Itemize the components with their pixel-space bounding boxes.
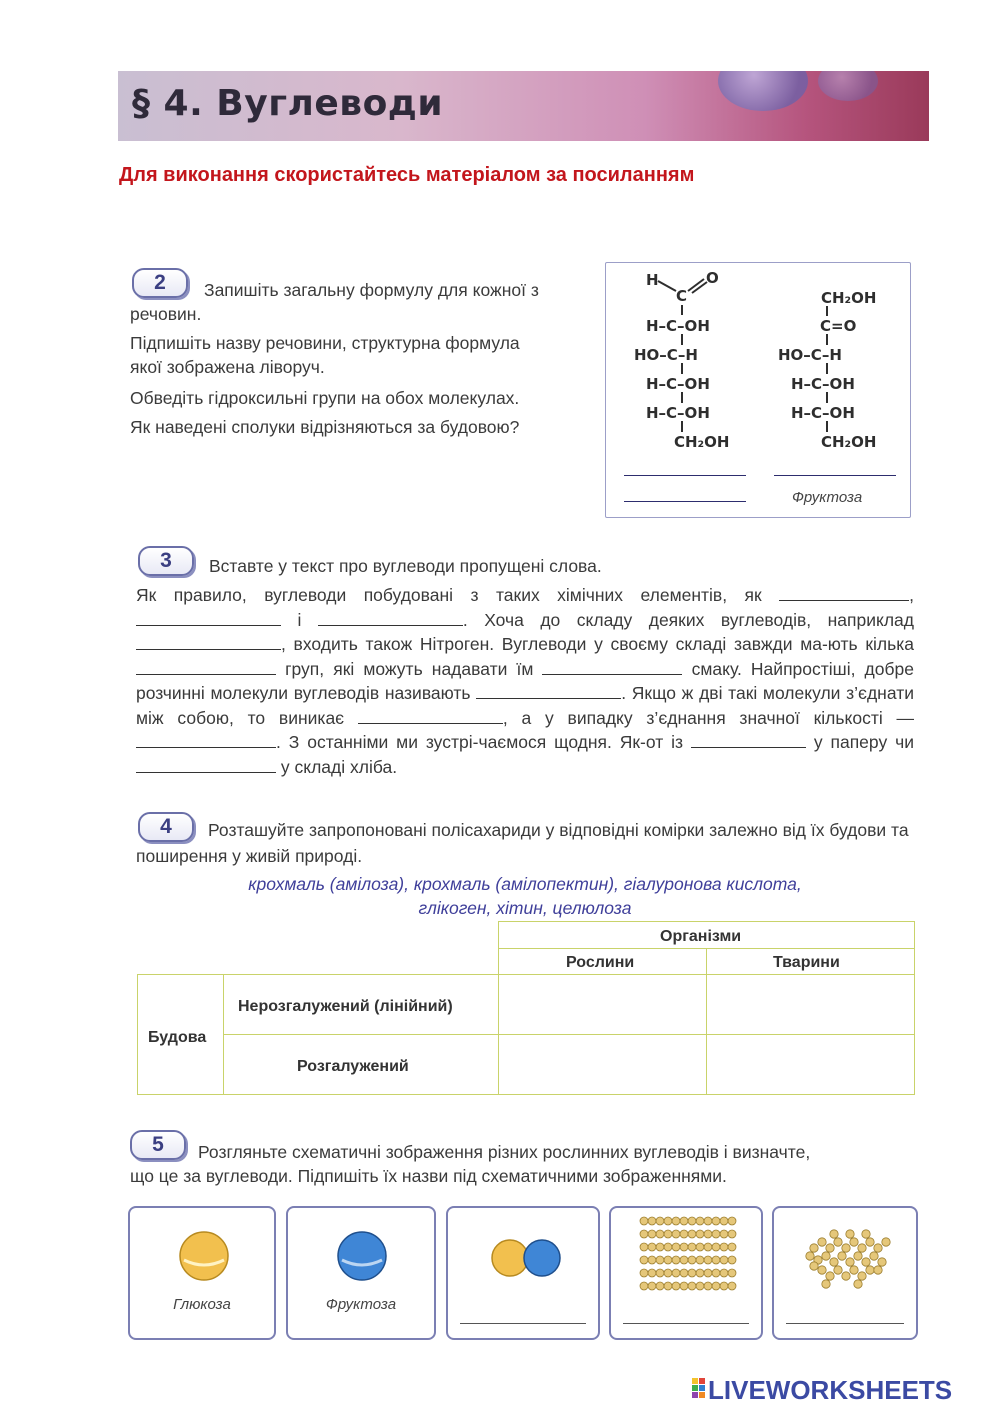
- monomer-bead: [640, 1217, 648, 1225]
- branched-label: Розгалужений: [297, 1058, 409, 1075]
- monomer-bead: [850, 1238, 858, 1246]
- carb-card-branched: [772, 1206, 918, 1340]
- monomer-bead: [688, 1230, 696, 1238]
- monomer-bead: [818, 1266, 826, 1274]
- formula-row: HO–C–H: [778, 346, 842, 364]
- monomer-bead: [810, 1262, 818, 1270]
- task-2-line: Обведіть гідроксильні групи на обох молекулах.: [130, 388, 520, 408]
- blank-field[interactable]: [318, 610, 463, 626]
- blank-field[interactable]: [779, 585, 909, 601]
- answer-cell-linear-plants[interactable]: [498, 974, 707, 1035]
- monomer-bead: [656, 1230, 664, 1238]
- answer-line[interactable]: [624, 501, 746, 502]
- monomer-bead: [704, 1243, 712, 1251]
- plants-label: Рослини: [566, 954, 635, 971]
- card-label: Фруктоза: [325, 1296, 397, 1313]
- formula-atom: O: [706, 269, 719, 287]
- monomer-bead: [656, 1282, 664, 1290]
- carb-card-glucose: [128, 1206, 276, 1340]
- monomer-bead: [656, 1217, 664, 1225]
- text-segment: груп, які можуть надавати їм: [285, 658, 534, 679]
- monomer-bead: [696, 1243, 704, 1251]
- monomer-bead: [850, 1266, 858, 1274]
- blank-field[interactable]: [691, 732, 806, 748]
- glucose-icon: [130, 1208, 278, 1298]
- monomer-bead: [826, 1272, 834, 1280]
- answer-cell-branched-animals[interactable]: [706, 1034, 915, 1095]
- formula-atom: C: [676, 287, 688, 305]
- monomer-bead: [822, 1280, 830, 1288]
- monomer-bead: [696, 1282, 704, 1290]
- monomer-bead: [688, 1217, 696, 1225]
- monomer-bead: [648, 1256, 656, 1264]
- task-2-line: якої зображена ліворуч.: [130, 357, 325, 377]
- answer-cell-linear-animals[interactable]: [706, 974, 915, 1035]
- answer-cell-branched-plants[interactable]: [498, 1034, 707, 1095]
- task-2-line: Як наведені сполуки відрізняються за будовою?: [130, 417, 520, 437]
- linear-chain-icon: [611, 1208, 765, 1303]
- monomer-bead: [704, 1282, 712, 1290]
- card-label: Глюкоза: [173, 1296, 231, 1313]
- task-3-paragraph: [136, 583, 914, 779]
- monomer-bead: [720, 1243, 728, 1251]
- monomer-bead: [806, 1252, 814, 1260]
- monomer-bead: [704, 1256, 712, 1264]
- monomer-bead: [664, 1217, 672, 1225]
- formula-row: H–C–OH: [646, 375, 710, 393]
- monomer-bead: [648, 1269, 656, 1277]
- monomer-bead: [672, 1217, 680, 1225]
- monomer-bead: [704, 1269, 712, 1277]
- monomer-bead: [664, 1269, 672, 1277]
- formula-drawing: [606, 263, 912, 519]
- monomer-bead: [822, 1252, 830, 1260]
- logo-text: LIVEWORKSHEETS: [708, 1375, 953, 1405]
- task-2-line: Підпишіть назву речовини, структурна формула: [130, 333, 520, 353]
- polysaccharide-list: [140, 872, 910, 920]
- formula-row: H–C–OH: [646, 404, 710, 422]
- organisms-label: Організми: [660, 928, 742, 945]
- monomer-bead: [672, 1269, 680, 1277]
- fructose-icon: [288, 1208, 438, 1298]
- answer-line[interactable]: [460, 1323, 586, 1324]
- monomer-bead: [846, 1230, 854, 1238]
- monomer-bead: [696, 1269, 704, 1277]
- task-2-line: Запишіть загальну формулу для кожної з: [204, 280, 539, 300]
- blank-field[interactable]: [136, 659, 276, 675]
- monomer-bead: [664, 1230, 672, 1238]
- monomer-bead: [834, 1266, 842, 1274]
- list-line: крохмаль (амілоза), крохмаль (амілопектин), гіалуронова кислота,: [248, 874, 802, 894]
- formula-row: HO–C–H: [634, 346, 698, 364]
- answer-line[interactable]: [774, 475, 896, 476]
- formula-row: H–C–OH: [646, 317, 710, 335]
- formula-row: CH₂OH: [821, 433, 877, 451]
- chapter-header: [118, 71, 929, 141]
- blank-field[interactable]: [136, 757, 276, 773]
- structure-label: Будова: [148, 1029, 207, 1046]
- monomer-bead: [648, 1230, 656, 1238]
- text-segment: . Якщо ж дві такі молекули з’єднати між собою, то виникає: [136, 683, 914, 728]
- blank-field[interactable]: [136, 610, 281, 626]
- formula-row: CH₂OH: [821, 289, 877, 307]
- monomer-bead: [720, 1256, 728, 1264]
- monomer-bead: [862, 1258, 870, 1266]
- monomer-bead: [720, 1217, 728, 1225]
- disaccharide-icon: [448, 1208, 602, 1298]
- monomer-bead: [680, 1282, 688, 1290]
- monomer-bead: [680, 1269, 688, 1277]
- blank-field[interactable]: [136, 634, 281, 650]
- task-4-heading: Розташуйте запропоновані полісахариди у відповідні комірки залежно від їх будови та поширення у живій природі.: [136, 820, 909, 866]
- monomer-bead: [720, 1269, 728, 1277]
- monomer-bead: [870, 1252, 878, 1260]
- task-5-heading-line: Розгляньте схематичні зображення різних рослинних вуглеводів і визначте,: [198, 1142, 811, 1162]
- text-segment: у складі хліба.: [280, 756, 398, 777]
- text-segment: , входить також Нітроген. Вуглеводи у своєму складі завжди ма-ють кілька: [281, 634, 914, 654]
- monomer-bead: [704, 1230, 712, 1238]
- monomer-bead: [640, 1269, 648, 1277]
- monomer-bead: [640, 1256, 648, 1264]
- monomer-bead: [664, 1256, 672, 1264]
- blank-field[interactable]: [358, 708, 503, 724]
- monomer-bead: [878, 1258, 886, 1266]
- text-segment: у паперу чи: [813, 732, 914, 752]
- monomer-bead: [728, 1269, 736, 1277]
- carb-card-disaccharide: [446, 1206, 600, 1340]
- text-segment: ,: [909, 585, 914, 605]
- text-segment: Як правило, вуглеводи побудовані з таких хімічних елементів, як: [136, 585, 762, 605]
- monomer-bead: [688, 1243, 696, 1251]
- monomer-bead: [854, 1280, 862, 1288]
- monomer-bead: [696, 1256, 704, 1264]
- blank-field[interactable]: [476, 683, 621, 699]
- monomer-bead: [664, 1243, 672, 1251]
- monomer-bead: [834, 1238, 842, 1246]
- blank-field[interactable]: [542, 659, 682, 675]
- branched-chain-icon: [774, 1208, 920, 1303]
- monomer-bead: [712, 1243, 720, 1251]
- monomer-bead: [672, 1243, 680, 1251]
- monomer-bead: [810, 1244, 818, 1252]
- monomer-bead: [712, 1282, 720, 1290]
- formula-row: H–C–OH: [791, 375, 855, 393]
- task-2-line: речовин.: [130, 304, 202, 324]
- text-segment: . Хоча до складу деяких вуглеводів, наприклад: [462, 609, 914, 630]
- monomer-bead: [688, 1269, 696, 1277]
- monomer-bead: [866, 1238, 874, 1246]
- monomer-bead: [664, 1282, 672, 1290]
- monomer-bead: [680, 1230, 688, 1238]
- answer-line[interactable]: [786, 1323, 904, 1324]
- chapter-title: § 4. Вуглеводи: [132, 83, 444, 124]
- decorative-molecule: [818, 71, 878, 101]
- monomer-bead: [720, 1282, 728, 1290]
- logo-icon: [692, 1375, 706, 1401]
- decorative-molecule: [718, 71, 808, 111]
- monomer-bead: [838, 1252, 846, 1260]
- monomer-bead: [842, 1244, 850, 1252]
- monomer-bead: [648, 1243, 656, 1251]
- monomer-bead: [704, 1217, 712, 1225]
- text-segment: смаку. Найпростіші, добре розчинні молекули вуглеводів називають: [136, 658, 914, 703]
- answer-line[interactable]: [623, 1323, 749, 1324]
- monomer-bead: [882, 1238, 890, 1246]
- monomer-bead: [712, 1230, 720, 1238]
- monomer-bead: [728, 1282, 736, 1290]
- task-5-heading-line: що це за вуглеводи. Підпишіть їх назви під схематичними зображеннями.: [130, 1166, 727, 1186]
- formula-row: CH₂OH: [674, 433, 730, 451]
- monomer-bead: [842, 1272, 850, 1280]
- monomer-bead: [826, 1244, 834, 1252]
- task-3-badge: 3: [138, 546, 194, 576]
- monomer-bead: [680, 1256, 688, 1264]
- liveworksheets-logo: [692, 1375, 952, 1406]
- monomer-bead: [696, 1230, 704, 1238]
- monomer-bead: [854, 1252, 862, 1260]
- monomer-bead: [728, 1243, 736, 1251]
- monomer-bead: [712, 1217, 720, 1225]
- monomer-bead: [640, 1243, 648, 1251]
- monomer-bead: [874, 1244, 882, 1252]
- formula-atom: H: [646, 271, 659, 289]
- monomer-bead: [656, 1256, 664, 1264]
- formula-row: H–C–OH: [791, 404, 855, 422]
- text-segment: і: [297, 609, 302, 630]
- fructose-caption: Фруктоза: [792, 489, 863, 506]
- monomer-bead: [874, 1266, 882, 1274]
- text-segment: . З останніми ми зустрі-чаємося щодня. Як-от із: [276, 732, 684, 752]
- monomer-bead: [680, 1217, 688, 1225]
- monomer-bead: [656, 1243, 664, 1251]
- task-3-heading: Вставте у текст про вуглеводи пропущені слова.: [209, 556, 602, 576]
- monomer-bead: [728, 1256, 736, 1264]
- monomer-bead: [688, 1256, 696, 1264]
- monomer-bead: [696, 1217, 704, 1225]
- monomer-bead: [728, 1217, 736, 1225]
- monomer-bead: [672, 1256, 680, 1264]
- monomer-bead: [846, 1258, 854, 1266]
- task-4-badge: 4: [138, 812, 194, 842]
- linear-label: Нерозгалужений (лінійний): [238, 998, 453, 1015]
- monomer-bead: [640, 1230, 648, 1238]
- monomer-bead: [858, 1272, 866, 1280]
- monomer-bead: [648, 1217, 656, 1225]
- instruction-text: Для виконання скористайтесь матеріалом за посиланням: [119, 164, 695, 186]
- monomer-bead: [830, 1258, 838, 1266]
- monomer-bead: [640, 1282, 648, 1290]
- list-line: глікоген, хітин, целюлоза: [418, 898, 632, 918]
- monomer-bead: [656, 1269, 664, 1277]
- animals-label: Тварини: [773, 954, 840, 971]
- monomer-bead: [818, 1238, 826, 1246]
- monomer-bead: [728, 1230, 736, 1238]
- monomer-bead: [862, 1230, 870, 1238]
- monomer-bead: [680, 1243, 688, 1251]
- text-segment: , а у випадку з’єднання значної кількості —: [502, 707, 914, 728]
- answer-line[interactable]: [624, 475, 746, 476]
- carb-card-linear-chain: [609, 1206, 763, 1340]
- monomer-bead: [858, 1244, 866, 1252]
- blank-field[interactable]: [136, 732, 276, 748]
- monomer-bead: [672, 1230, 680, 1238]
- monomer-bead: [688, 1282, 696, 1290]
- monomer-bead: [712, 1256, 720, 1264]
- monomer-bead: [830, 1230, 838, 1238]
- task-2-badge: 2: [132, 268, 188, 298]
- monomer-bead: [712, 1269, 720, 1277]
- formula-row: C=O: [820, 317, 857, 335]
- task-5-badge: 5: [130, 1130, 186, 1160]
- monomer-bead: [866, 1266, 874, 1274]
- carb-card-fructose: [286, 1206, 436, 1340]
- monomer-bead: [648, 1282, 656, 1290]
- monomer-bead: [672, 1282, 680, 1290]
- monomer-bead: [720, 1230, 728, 1238]
- structural-formulas-panel: [605, 262, 911, 518]
